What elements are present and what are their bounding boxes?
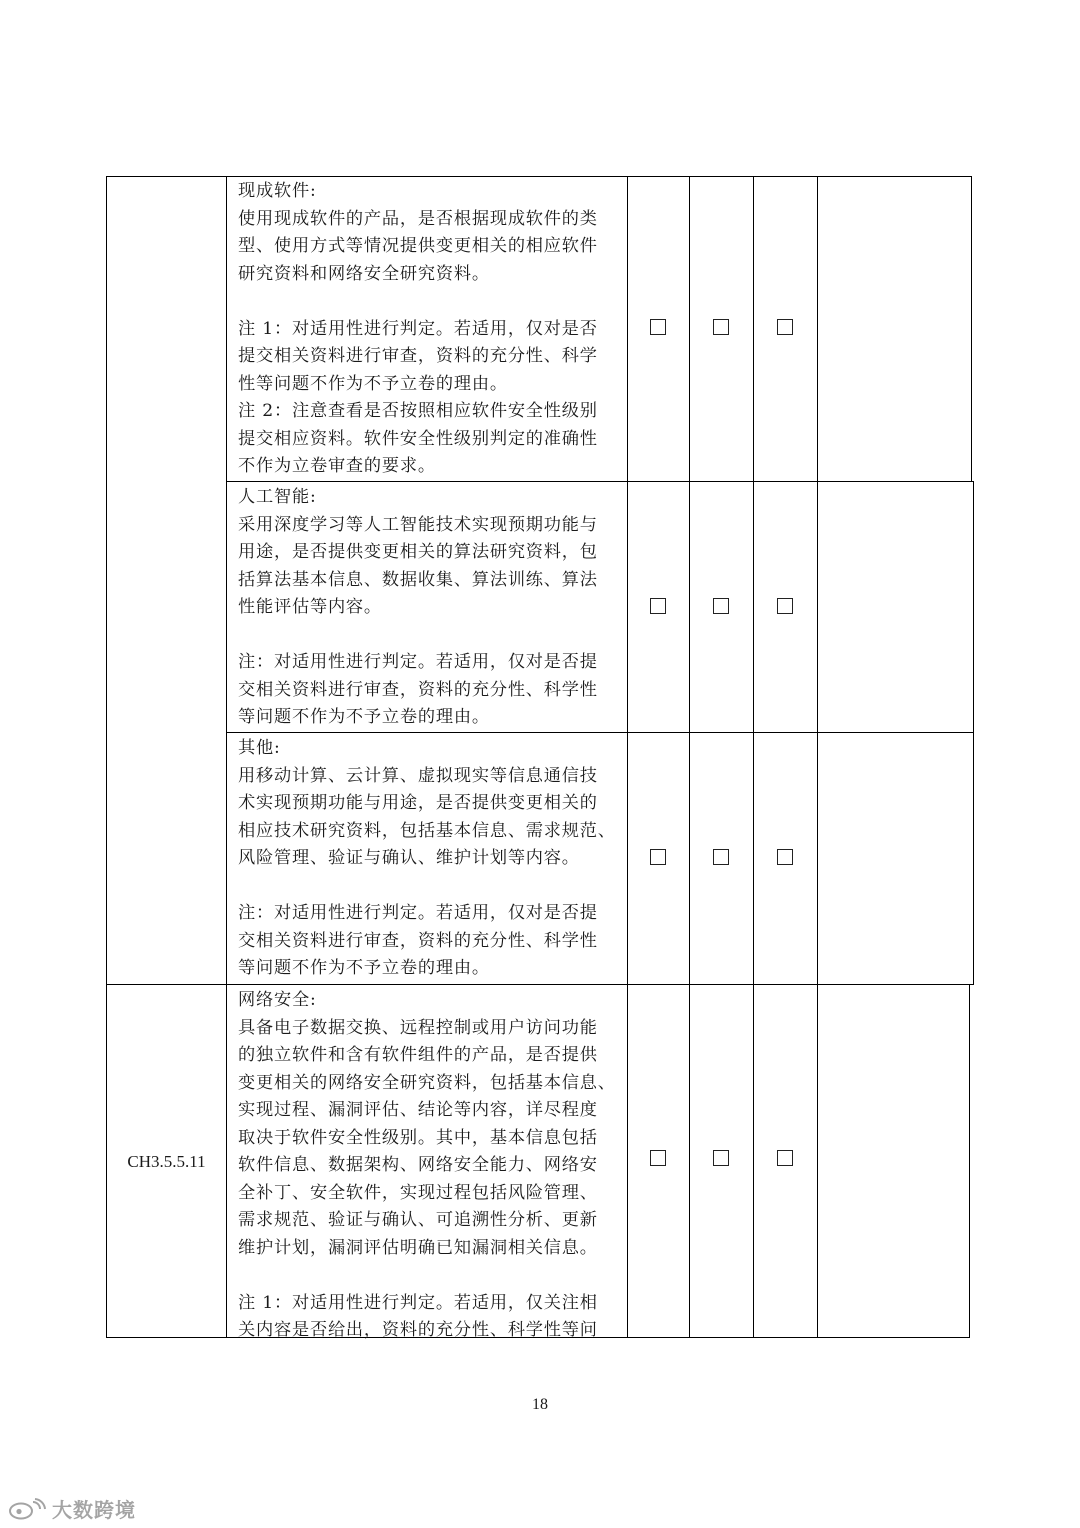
requirement-text: 风险管理、验证与确认、维护计划等内容。	[238, 848, 580, 868]
note-text: 提交相关资料进行审查，资料的充分性、科学	[238, 346, 598, 366]
row-divider	[226, 481, 974, 482]
requirement-cell	[238, 484, 620, 732]
note-text: 交相关资料进行审查，资料的充分性、科学性	[238, 679, 598, 700]
requirement-text: 使用现成软件的产品，是否根据现成软件的类	[238, 208, 598, 229]
blank-line	[238, 873, 620, 901]
table-right-border	[971, 176, 972, 482]
note-text: 不作为立卷审查的要求。	[238, 456, 436, 476]
blank-line	[238, 622, 620, 650]
requirement-text: 采用深度学习等人工智能技术实现预期功能与	[238, 514, 598, 535]
page-number: 18	[532, 1396, 548, 1413]
requirement-text: 维护计划，漏洞评估明确已知漏洞相关信息。	[238, 1237, 598, 1258]
watermark-text: 大数跨境	[52, 1498, 136, 1522]
row-divider	[226, 732, 974, 733]
note-text: 等问题不作为不予立卷的理由。	[238, 958, 490, 978]
column-divider	[753, 176, 754, 1338]
table-right-border	[969, 984, 970, 1338]
checkbox-no[interactable]	[713, 849, 729, 865]
weibo-logo-icon	[8, 1498, 46, 1520]
column-divider	[689, 176, 690, 1338]
note-text: 注 1：对适用性进行判定。若适用，仅关注相	[238, 1292, 598, 1313]
watermark	[8, 1494, 136, 1523]
requirement-text: 相应技术研究资料，包括基本信息、需求规范、	[238, 820, 616, 841]
note-text: 交相关资料进行审查，资料的充分性、科学性	[238, 930, 598, 951]
checkbox-na[interactable]	[777, 319, 793, 335]
requirement-text: 软件信息、数据架构、网络安全能力、网络安	[238, 1155, 598, 1175]
requirement-text: 术实现预期功能与用途，是否提供变更相关的	[238, 793, 598, 813]
requirement-text: 研究资料和网络安全研究资料。	[238, 263, 490, 284]
note-text: 关内容是否给出，资料的充分性、科学性等问	[238, 1320, 598, 1340]
column-divider	[817, 176, 818, 1338]
checkbox-na[interactable]	[777, 1150, 793, 1166]
requirement-text: 型、使用方式等情况提供变更相关的相应软件	[238, 236, 598, 256]
table-top-border	[106, 176, 972, 177]
requirement-text: 性能评估等内容。	[238, 597, 382, 617]
requirement-text: 取决于软件安全性级别。其中，基本信息包括	[238, 1127, 598, 1148]
note-text: 注：对适用性进行判定。若适用，仅对是否提	[238, 903, 598, 923]
requirement-text: 括算法基本信息、数据收集、算法训练、算法	[238, 569, 598, 590]
requirement-cell	[238, 178, 620, 481]
requirement-text: 需求规范、验证与确认、可追溯性分析、更新	[238, 1210, 598, 1230]
checkbox-yes[interactable]	[650, 849, 666, 865]
checkbox-no[interactable]	[713, 1150, 729, 1166]
checkbox-no[interactable]	[713, 319, 729, 335]
requirement-text: 的独立软件和含有软件组件的产品，是否提供	[238, 1045, 598, 1065]
requirement-heading: 现成软件:	[238, 181, 317, 201]
requirement-text: 用移动计算、云计算、虚拟现实等信息通信技	[238, 765, 598, 786]
requirement-heading: 其他:	[238, 738, 281, 758]
requirement-cell	[238, 987, 620, 1345]
column-divider	[226, 176, 227, 1338]
requirement-text: 用途，是否提供变更相关的算法研究资料，包	[238, 542, 598, 562]
blank-line	[238, 288, 620, 316]
requirement-text: 具备电子数据交换、远程控制或用户访问功能	[238, 1017, 598, 1038]
blank-line	[238, 1262, 620, 1290]
note-text: 注 2：注意查看是否按照相应软件安全性级别	[238, 401, 598, 421]
checkbox-no[interactable]	[713, 598, 729, 614]
requirement-text: 实现过程、漏洞评估、结论等内容，详尽程度	[238, 1100, 598, 1120]
checkbox-yes[interactable]	[650, 598, 666, 614]
requirement-heading: 人工智能:	[238, 487, 317, 507]
requirement-cell	[238, 735, 620, 983]
clause-code: CH3.5.5.11	[127, 1152, 206, 1171]
requirement-text: 变更相关的网络安全研究资料，包括基本信息、	[238, 1072, 616, 1093]
note-text: 等问题不作为不予立卷的理由。	[238, 707, 490, 727]
checkbox-yes[interactable]	[650, 1150, 666, 1166]
column-divider	[627, 176, 628, 1338]
checkbox-na[interactable]	[777, 598, 793, 614]
note-text: 注：对适用性进行判定。若适用，仅对是否提	[238, 652, 598, 672]
requirement-heading: 网络安全:	[238, 990, 317, 1010]
row-divider	[106, 984, 974, 985]
table-right-border	[973, 481, 974, 985]
checkbox-yes[interactable]	[650, 319, 666, 335]
checkbox-na[interactable]	[777, 849, 793, 865]
requirement-text: 全补丁、安全软件，实现过程包括风险管理、	[238, 1182, 598, 1203]
note-text: 提交相应资料。软件安全性级别判定的准确性	[238, 428, 598, 449]
note-text: 性等问题不作为不予立卷的理由。	[238, 373, 508, 394]
note-text: 注 1：对适用性进行判定。若适用，仅对是否	[238, 318, 598, 339]
